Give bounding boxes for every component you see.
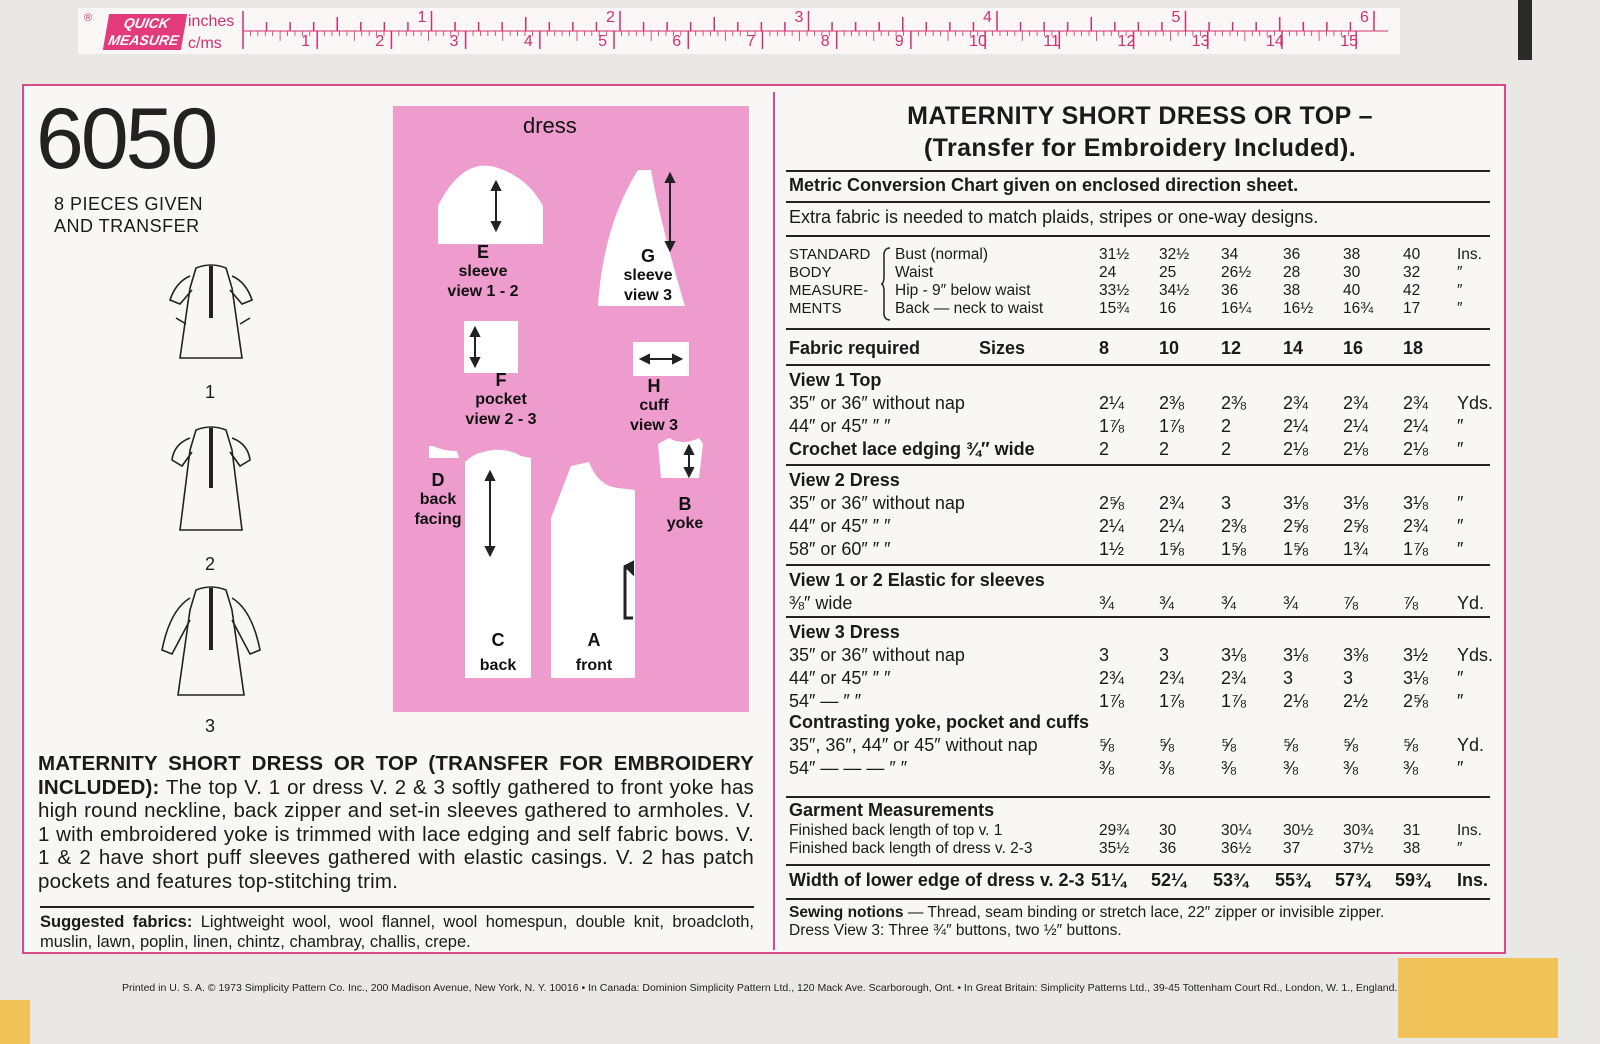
cell-value: 35½ <box>1099 840 1130 857</box>
row-label: ⅜″ wide <box>789 593 853 613</box>
rule <box>786 364 1490 366</box>
table-row <box>789 493 1489 515</box>
cell-value: ¾ <box>1099 593 1115 613</box>
fabrics-text: Lightweight wool, wool flannel, wool homespun, double knit, broadcloth, muslin, lawn, poplin, linen, chintz, chambray, challis, crepe. <box>40 913 754 951</box>
row-label: Bust (normal) <box>895 246 989 263</box>
pieces-panel-title: dress <box>523 113 577 138</box>
cm-tick-label: 13 <box>1191 33 1210 50</box>
extra-fabric-note: Extra fabric is needed to match plaids, stripes or one-way designs. <box>789 207 1319 227</box>
row-label: 35″, 36″, 44″ or 45″ without nap <box>789 735 1038 755</box>
rule <box>786 616 1490 618</box>
unit-label: Ins. <box>1457 246 1482 263</box>
rule <box>786 328 1490 330</box>
cell-value: 32 <box>1403 264 1421 281</box>
inches-label: inches <box>188 13 235 30</box>
cell-value: ¾ <box>1221 593 1237 613</box>
description-title: MATERNITY SHORT DRESS OR TOP (TRANSFER FOR EMBROIDERY INCLUDED): <box>38 752 754 799</box>
fabrics-label: Suggested fabrics: <box>40 913 193 931</box>
piece-f-label: F pocket view 2 - 3 <box>465 370 537 428</box>
pattern-description <box>38 752 754 893</box>
cell-value: 3⅜ <box>1343 645 1369 665</box>
table-row <box>789 246 1489 264</box>
unit-label: ″ <box>1457 668 1464 688</box>
table-row <box>789 593 1489 615</box>
cm-tick-label: 2 <box>375 33 385 50</box>
cell-value: 1¾ <box>1343 539 1369 559</box>
garment-heading: Garment Measurements <box>789 800 995 820</box>
cell-value: 34½ <box>1159 282 1190 299</box>
cell-value: 59¾ <box>1395 870 1431 890</box>
pieces-given <box>54 193 203 237</box>
cell-value: 32½ <box>1159 246 1190 263</box>
row-label: 35″ or 36″ without nap <box>789 645 965 665</box>
piece-h-label: H cuff view 3 <box>629 376 679 434</box>
rule <box>786 898 1490 900</box>
title-line-1: MATERNITY SHORT DRESS OR TOP – <box>907 102 1373 130</box>
rule <box>786 201 1490 203</box>
rule <box>786 564 1490 566</box>
cell-value: 31 <box>1403 822 1421 839</box>
rule <box>786 864 1490 866</box>
size-header: 10 <box>1159 338 1180 358</box>
view-number-3: 3 <box>205 716 216 736</box>
cms-label: c/ms <box>188 35 222 52</box>
cell-value: 2⅝ <box>1099 493 1125 513</box>
cell-value: 52¼ <box>1151 870 1187 890</box>
inch-tick-label: 6 <box>1360 9 1369 26</box>
view-2-sketch <box>172 427 250 530</box>
cell-value: 30 <box>1159 822 1177 839</box>
cell-value: ⅝ <box>1221 735 1237 755</box>
cell-value: 33½ <box>1099 282 1130 299</box>
cell-value: ⅝ <box>1099 735 1115 755</box>
cell-value: 2¼ <box>1099 393 1125 413</box>
cell-value: 3⅛ <box>1403 668 1429 688</box>
view-number-1: 1 <box>205 382 216 402</box>
binder-strip <box>1518 0 1532 60</box>
view-sketches <box>156 258 266 728</box>
cell-value: 16 <box>1159 300 1177 317</box>
column-divider <box>773 92 775 950</box>
piece-d-shape <box>429 446 459 458</box>
section-heading: View 1 or 2 Elastic for sleeves <box>789 570 1045 590</box>
cell-value: 3 <box>1159 645 1170 665</box>
rule <box>786 235 1490 237</box>
cell-value: 26½ <box>1221 264 1252 281</box>
cell-value: 3⅛ <box>1221 645 1247 665</box>
cell-value: ⅜ <box>1343 758 1359 778</box>
cell-value: 1⅝ <box>1283 539 1309 559</box>
piece-e-label: E sleeve view 1 - 2 <box>447 242 519 300</box>
unit-label: ″ <box>1457 493 1464 513</box>
section-heading: View 3 Dress <box>789 622 900 642</box>
cell-value: ¾ <box>1159 593 1175 613</box>
cm-tick-label: 11 <box>1043 33 1060 50</box>
cell-value: 3⅛ <box>1283 493 1309 513</box>
cell-value: ⅝ <box>1403 735 1419 755</box>
cell-value: 1⅝ <box>1159 539 1185 559</box>
cell-value: 38 <box>1343 246 1361 263</box>
piece-a-label: A front <box>575 630 613 674</box>
row-label: 44″ or 45″ ″ ″ <box>789 416 891 436</box>
table-row <box>789 300 1489 318</box>
inch-tick-label: 4 <box>983 9 992 26</box>
table-row <box>789 645 1494 667</box>
cell-value: ⅜ <box>1159 758 1175 778</box>
cell-value: 2¾ <box>1221 668 1247 688</box>
notions-label: Sewing notions <box>789 904 904 921</box>
cell-value: 31½ <box>1099 246 1130 263</box>
cm-tick-label: 15 <box>1340 33 1358 50</box>
cell-value: 15¾ <box>1099 300 1130 317</box>
cm-tick-label: 10 <box>969 33 987 50</box>
cell-value: ⅜ <box>1283 758 1299 778</box>
cell-value: 1⅞ <box>1403 539 1429 559</box>
cell-value: ⅞ <box>1403 593 1419 613</box>
row-label: Hip - 9″ below waist <box>895 282 1031 299</box>
cm-tick-label: 7 <box>746 33 756 50</box>
unit-label: ″ <box>1457 416 1464 436</box>
cm-tick-label: 5 <box>598 33 607 50</box>
cell-value: 2¾ <box>1159 668 1185 688</box>
size-header: 14 <box>1283 338 1304 358</box>
cell-value: 51¼ <box>1091 870 1127 890</box>
cell-value: ⅜ <box>1403 758 1419 778</box>
cm-tick-label: 14 <box>1265 33 1284 50</box>
metric-note: Metric Conversion Chart given on enclosed direction sheet. <box>789 175 1299 195</box>
table-row <box>789 539 1489 561</box>
view-number-2: 2 <box>205 554 216 574</box>
tape-bottom-right <box>1398 958 1558 1038</box>
sizes-label: Sizes <box>979 338 1026 358</box>
cell-value: 2⅛ <box>1283 439 1309 459</box>
rule <box>786 464 1490 466</box>
cell-value: 25 <box>1159 264 1177 281</box>
cell-value: 3 <box>1221 493 1232 513</box>
publisher-footer: Printed in U. S. A. © 1973 Simplicity Pattern Co. Inc., 200 Madison Avenue, New York, N. Y. 10016 • In Canada: Dominion Simplicity Pattern Ltd., 120 Mack Ave. Scarborough, Ont. • In Great Britain: Simplicity Patterns Ltd., 39-45 Tottenham Court Rd., London, W. 1., England. <box>122 982 1398 994</box>
rule <box>786 796 1490 798</box>
table-row <box>789 264 1489 282</box>
width-lower-edge-row <box>789 870 1489 892</box>
notions-line-1: — Thread, seam binding or stretch lace, 22″ zipper or invisible zipper. <box>907 904 1385 921</box>
cell-value: 36 <box>1159 840 1177 857</box>
cell-value: 2⅜ <box>1159 393 1185 413</box>
cell-value: 1⅞ <box>1221 691 1247 711</box>
unit-label: Ins. <box>1457 822 1482 839</box>
row-label: Crochet lace edging ¾″ wide <box>789 439 1035 459</box>
piece-c-label: C back <box>479 630 517 674</box>
cell-value: 2¼ <box>1283 416 1309 436</box>
cell-value: ⅞ <box>1343 593 1359 613</box>
cell-value: 3 <box>1099 645 1110 665</box>
cell-value: 2⅜ <box>1221 516 1247 536</box>
cell-value: 2¼ <box>1403 416 1429 436</box>
piece-g-label: G sleeve view 3 <box>623 246 673 304</box>
cell-value: ⅝ <box>1343 735 1359 755</box>
cell-value: 38 <box>1283 282 1301 299</box>
envelope-title <box>800 100 1480 164</box>
table-row <box>789 416 1489 438</box>
cell-value: 2⅛ <box>1283 691 1309 711</box>
size-header: 12 <box>1221 338 1242 358</box>
table-row <box>789 691 1489 713</box>
rule <box>786 170 1490 172</box>
sewing-notions <box>789 904 1384 922</box>
unit-label: ″ <box>1457 516 1464 536</box>
cm-tick-label: 6 <box>672 33 682 50</box>
piece-f-shape <box>464 321 518 373</box>
cell-value: 37½ <box>1343 840 1374 857</box>
row-label: 44″ or 45″ ″ ″ <box>789 668 891 688</box>
table-row <box>789 668 1489 690</box>
cell-value: 1⅝ <box>1221 539 1247 559</box>
row-label: Finished back length of top v. 1 <box>789 822 1003 839</box>
cell-value: ⅝ <box>1283 735 1299 755</box>
cell-value: 2¾ <box>1343 393 1369 413</box>
cell-value: 2⅝ <box>1343 516 1369 536</box>
cell-value: 2¾ <box>1159 493 1185 513</box>
row-label: 58″ or 60″ ″ ″ <box>789 539 891 559</box>
cell-value: 2¾ <box>1403 393 1429 413</box>
cell-value: 40 <box>1343 282 1361 299</box>
cell-value: 1⅞ <box>1099 416 1125 436</box>
cell-value: 2⅝ <box>1403 691 1429 711</box>
tape-bottom-left <box>0 1000 30 1044</box>
cm-tick-label: 3 <box>449 33 459 50</box>
unit-label: ″ <box>1457 840 1463 857</box>
registered-mark: ® <box>84 12 93 24</box>
cell-value: 3⅛ <box>1283 645 1309 665</box>
row-label: Back — neck to waist <box>895 300 1044 317</box>
cell-value: 1⅞ <box>1099 691 1125 711</box>
cell-value: 2½ <box>1343 691 1369 711</box>
cell-value: 16½ <box>1283 300 1314 317</box>
cell-value: 36 <box>1283 246 1301 263</box>
cell-value: 1⅞ <box>1159 416 1185 436</box>
section-heading: View 1 Top <box>789 370 882 390</box>
inch-tick-label: 5 <box>1171 9 1181 26</box>
cell-value: 2 <box>1099 439 1110 459</box>
cell-value: 2⅜ <box>1221 393 1247 413</box>
unit-label: ″ <box>1457 691 1464 711</box>
cell-value: 1⅞ <box>1159 691 1185 711</box>
cell-value: ⅝ <box>1159 735 1175 755</box>
cell-value: 57¾ <box>1335 870 1371 890</box>
pieces-line-1: 8 PIECES GIVEN <box>54 194 204 214</box>
cell-value: 29¾ <box>1099 822 1130 839</box>
cell-value: 2⅛ <box>1343 439 1369 459</box>
row-label: Finished back length of dress v. 2-3 <box>789 840 1033 857</box>
unit-label: Yds. <box>1457 645 1494 665</box>
table-row <box>789 393 1494 415</box>
unit-label: ″ <box>1457 300 1463 317</box>
title-line-2: (Transfer for Embroidery Included). <box>923 134 1357 162</box>
cell-value: 3⅛ <box>1343 493 1369 513</box>
table-row <box>789 758 1489 780</box>
cell-value: 2 <box>1221 416 1232 436</box>
cell-value: 2 <box>1221 439 1232 459</box>
piece-b-shape <box>658 438 703 478</box>
view-3-sketch <box>162 587 260 695</box>
row-label: 44″ or 45″ ″ ″ <box>789 516 891 536</box>
cell-value: 40 <box>1403 246 1421 263</box>
size-header: 8 <box>1099 338 1110 358</box>
cell-value: 28 <box>1283 264 1301 281</box>
pattern-pieces-panel <box>393 106 749 712</box>
cell-value: 2 <box>1159 439 1170 459</box>
table-row <box>789 840 1489 862</box>
pieces-line-2: AND TRANSFER <box>54 216 200 236</box>
table-row <box>789 439 1489 461</box>
cm-tick-label: 1 <box>301 33 311 50</box>
cell-value: 2¾ <box>1283 393 1309 413</box>
cell-value: 42 <box>1403 282 1421 299</box>
table-row <box>789 516 1489 538</box>
cell-value: 1½ <box>1099 539 1125 559</box>
cell-value: 37 <box>1283 840 1301 857</box>
cell-value: 24 <box>1099 264 1117 281</box>
cell-value: 30 <box>1343 264 1361 281</box>
fabric-required-header <box>789 338 1489 360</box>
unit-label: ″ <box>1457 758 1464 778</box>
notions-line-2: Dress View 3: Three ¾″ buttons, two ½″ buttons. <box>789 922 1122 939</box>
table-row <box>789 282 1489 300</box>
unit-label: Yd. <box>1457 735 1485 755</box>
table-row <box>789 735 1489 757</box>
row-label: 54″ — — — ″ ″ <box>789 758 908 778</box>
row-label: Width of lower edge of dress v. 2-3 <box>789 870 1085 890</box>
cell-value: 53¾ <box>1213 870 1249 890</box>
row-label: 54″ — ″ ″ <box>789 691 862 711</box>
cell-value: 2¼ <box>1159 516 1185 536</box>
cell-value: 2¾ <box>1403 516 1429 536</box>
unit-label: Ins. <box>1457 870 1489 890</box>
cell-value: 36½ <box>1221 840 1252 857</box>
cm-tick-label: 9 <box>894 33 904 50</box>
cm-tick-label: 8 <box>820 33 830 50</box>
unit-label: ″ <box>1457 539 1464 559</box>
unit-label: Yds. <box>1457 393 1494 413</box>
section-heading: View 2 Dress <box>789 470 900 490</box>
description-body: The top V. 1 or dress V. 2 & 3 softly gathered to front yoke has high round neckline, back zipper and set-in sleeves gathered to armholes. V. 1 with embroidered yoke is trimmed with lace edging and self fabric bows. V. 1 & 2 have short puff sleeves gathered with elastic casings. V. 2 has patch pockets and features top-stitching trim. <box>38 775 755 893</box>
cell-value: 30½ <box>1283 822 1314 839</box>
cell-value: 16¾ <box>1343 300 1374 317</box>
cell-value: 3⅛ <box>1403 493 1429 513</box>
row-label: 35″ or 36″ without nap <box>789 493 965 513</box>
cell-value: 3 <box>1343 668 1354 688</box>
cell-value: 2¼ <box>1343 416 1369 436</box>
cell-value: 2¾ <box>1099 668 1125 688</box>
unit-label: ″ <box>1457 264 1463 281</box>
cell-value: 34 <box>1221 246 1239 263</box>
cell-value: ⅜ <box>1099 758 1115 778</box>
fabric-required-label: Fabric required <box>789 338 921 358</box>
cell-value: 3½ <box>1403 645 1429 665</box>
cell-value: 3 <box>1283 668 1294 688</box>
pattern-number: 6050 <box>36 91 216 187</box>
standard-body-label: STANDARD BODY MEASURE- MENTS <box>789 246 871 317</box>
inch-tick-label: 1 <box>417 9 427 26</box>
cell-value: 2⅝ <box>1283 516 1309 536</box>
cell-value: 17 <box>1403 300 1421 317</box>
piece-e-shape <box>438 166 543 244</box>
view-1-sketch <box>170 265 252 358</box>
inch-tick-label: 3 <box>794 9 804 26</box>
row-label: Waist <box>895 264 934 281</box>
quick-measure-badge: QUICK MEASURE <box>103 14 187 50</box>
cell-value: 2¼ <box>1099 516 1125 536</box>
cell-value: ¾ <box>1283 593 1299 613</box>
cell-value: 30¾ <box>1343 822 1374 839</box>
cell-value: 36 <box>1221 282 1239 299</box>
size-header: 16 <box>1343 338 1364 358</box>
unit-label: Yd. <box>1457 593 1485 613</box>
size-header: 18 <box>1403 338 1424 358</box>
piece-d-label: D back facing <box>414 470 462 528</box>
cell-value: 38 <box>1403 840 1421 857</box>
cm-tick-label: 12 <box>1117 33 1136 50</box>
cm-tick-label: 4 <box>523 33 533 50</box>
piece-b-label: B yoke <box>666 494 704 532</box>
inch-tick-label: 2 <box>606 9 615 26</box>
cell-value: 16¼ <box>1221 300 1252 317</box>
cell-value: ⅜ <box>1221 758 1237 778</box>
cell-value: 30¼ <box>1221 822 1252 839</box>
unit-label: ″ <box>1457 439 1464 459</box>
unit-label: ″ <box>1457 282 1463 299</box>
cell-value: 2⅛ <box>1403 439 1429 459</box>
row-label: 35″ or 36″ without nap <box>789 393 965 413</box>
suggested-fabrics <box>40 906 754 952</box>
pattern-piece-shapes <box>393 106 749 712</box>
quick-measure-ruler <box>78 8 1400 54</box>
cell-value: 55¾ <box>1275 870 1311 890</box>
section-heading: Contrasting yoke, pocket and cuffs <box>789 712 1090 732</box>
